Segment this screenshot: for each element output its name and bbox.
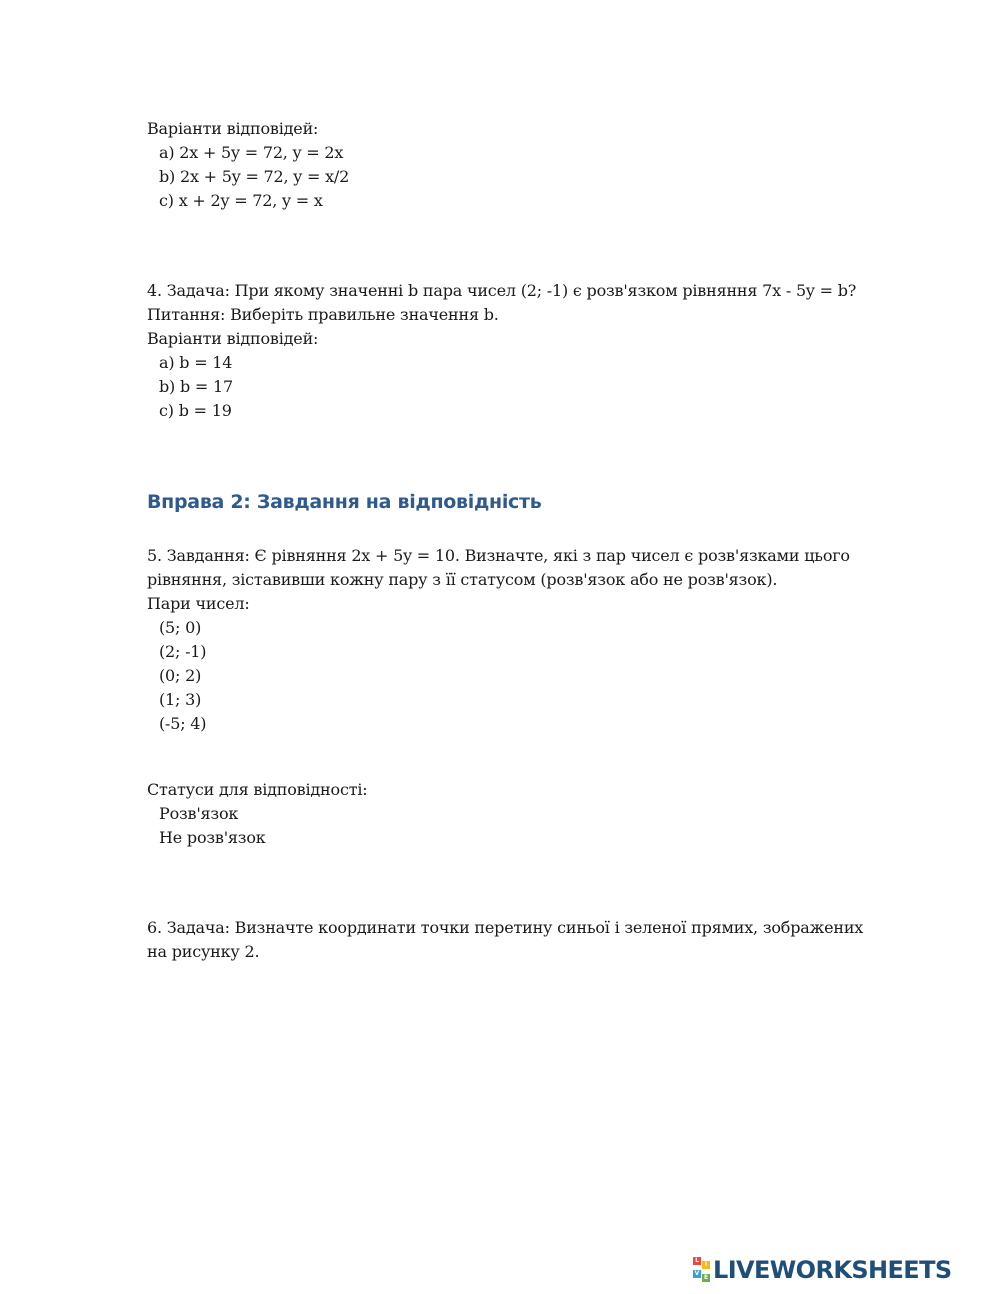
pair-item: (1; 3) bbox=[159, 690, 202, 709]
pair-item: (0; 2) bbox=[159, 666, 202, 685]
task5-line1: 5. Завдання: Є рівняння 2x + 5y = 10. Визначте, які з пар чисел є розв'язками цього bbox=[147, 546, 850, 565]
task4-option-b: b) b = 17 bbox=[159, 377, 233, 396]
logo-block: V bbox=[694, 1270, 700, 1277]
variants-label: Варіанти відповідей: bbox=[147, 119, 319, 138]
task4-option-c: c) b = 19 bbox=[159, 401, 232, 420]
exercise2-heading: Вправа 2: Завдання на відповідність bbox=[147, 491, 542, 513]
pair-item: (2; -1) bbox=[159, 642, 207, 661]
logo-block: I bbox=[702, 1261, 710, 1269]
logo-block: E bbox=[703, 1274, 709, 1281]
task5-pairs-label: Пари чисел: bbox=[147, 594, 250, 613]
liveworksheets-logo bbox=[693, 1256, 952, 1284]
pair-item: (5; 0) bbox=[159, 618, 202, 637]
answer-option-a: a) 2x + 5y = 72, y = 2x bbox=[159, 143, 344, 162]
status-item: Не розв'язок bbox=[159, 828, 266, 847]
task5-line2: рівняння, зіставивши кожну пару з її статусом (розв'язок або не розв'язок). bbox=[147, 570, 778, 589]
status-item: Розв'язок bbox=[159, 804, 239, 823]
task4-option-a: a) b = 14 bbox=[159, 353, 233, 372]
task6-line2: на рисунку 2. bbox=[147, 942, 260, 961]
statuses-label: Статуси для відповідності: bbox=[147, 780, 368, 799]
logo-text: LIVEWORKSHEETS bbox=[713, 1256, 952, 1284]
task4-statement: 4. Задача: При якому значенні b пара чисел (2; -1) є розв'язком рівняння 7x - 5y = b? bbox=[147, 281, 857, 300]
task6-line1: 6. Задача: Визначте координати точки перетину синьої і зеленої прямих, зображених bbox=[147, 918, 864, 937]
answer-option-b: b) 2x + 5y = 72, y = x/2 bbox=[159, 167, 350, 186]
pair-item: (-5; 4) bbox=[159, 714, 207, 733]
answer-option-c: c) x + 2y = 72, y = x bbox=[159, 191, 323, 210]
task4-question: Питання: Виберіть правильне значення b. bbox=[147, 305, 499, 324]
task4-variants-label: Варіанти відповідей: bbox=[147, 329, 319, 348]
logo-blocks-icon bbox=[693, 1257, 711, 1283]
logo-block: L bbox=[693, 1257, 701, 1265]
